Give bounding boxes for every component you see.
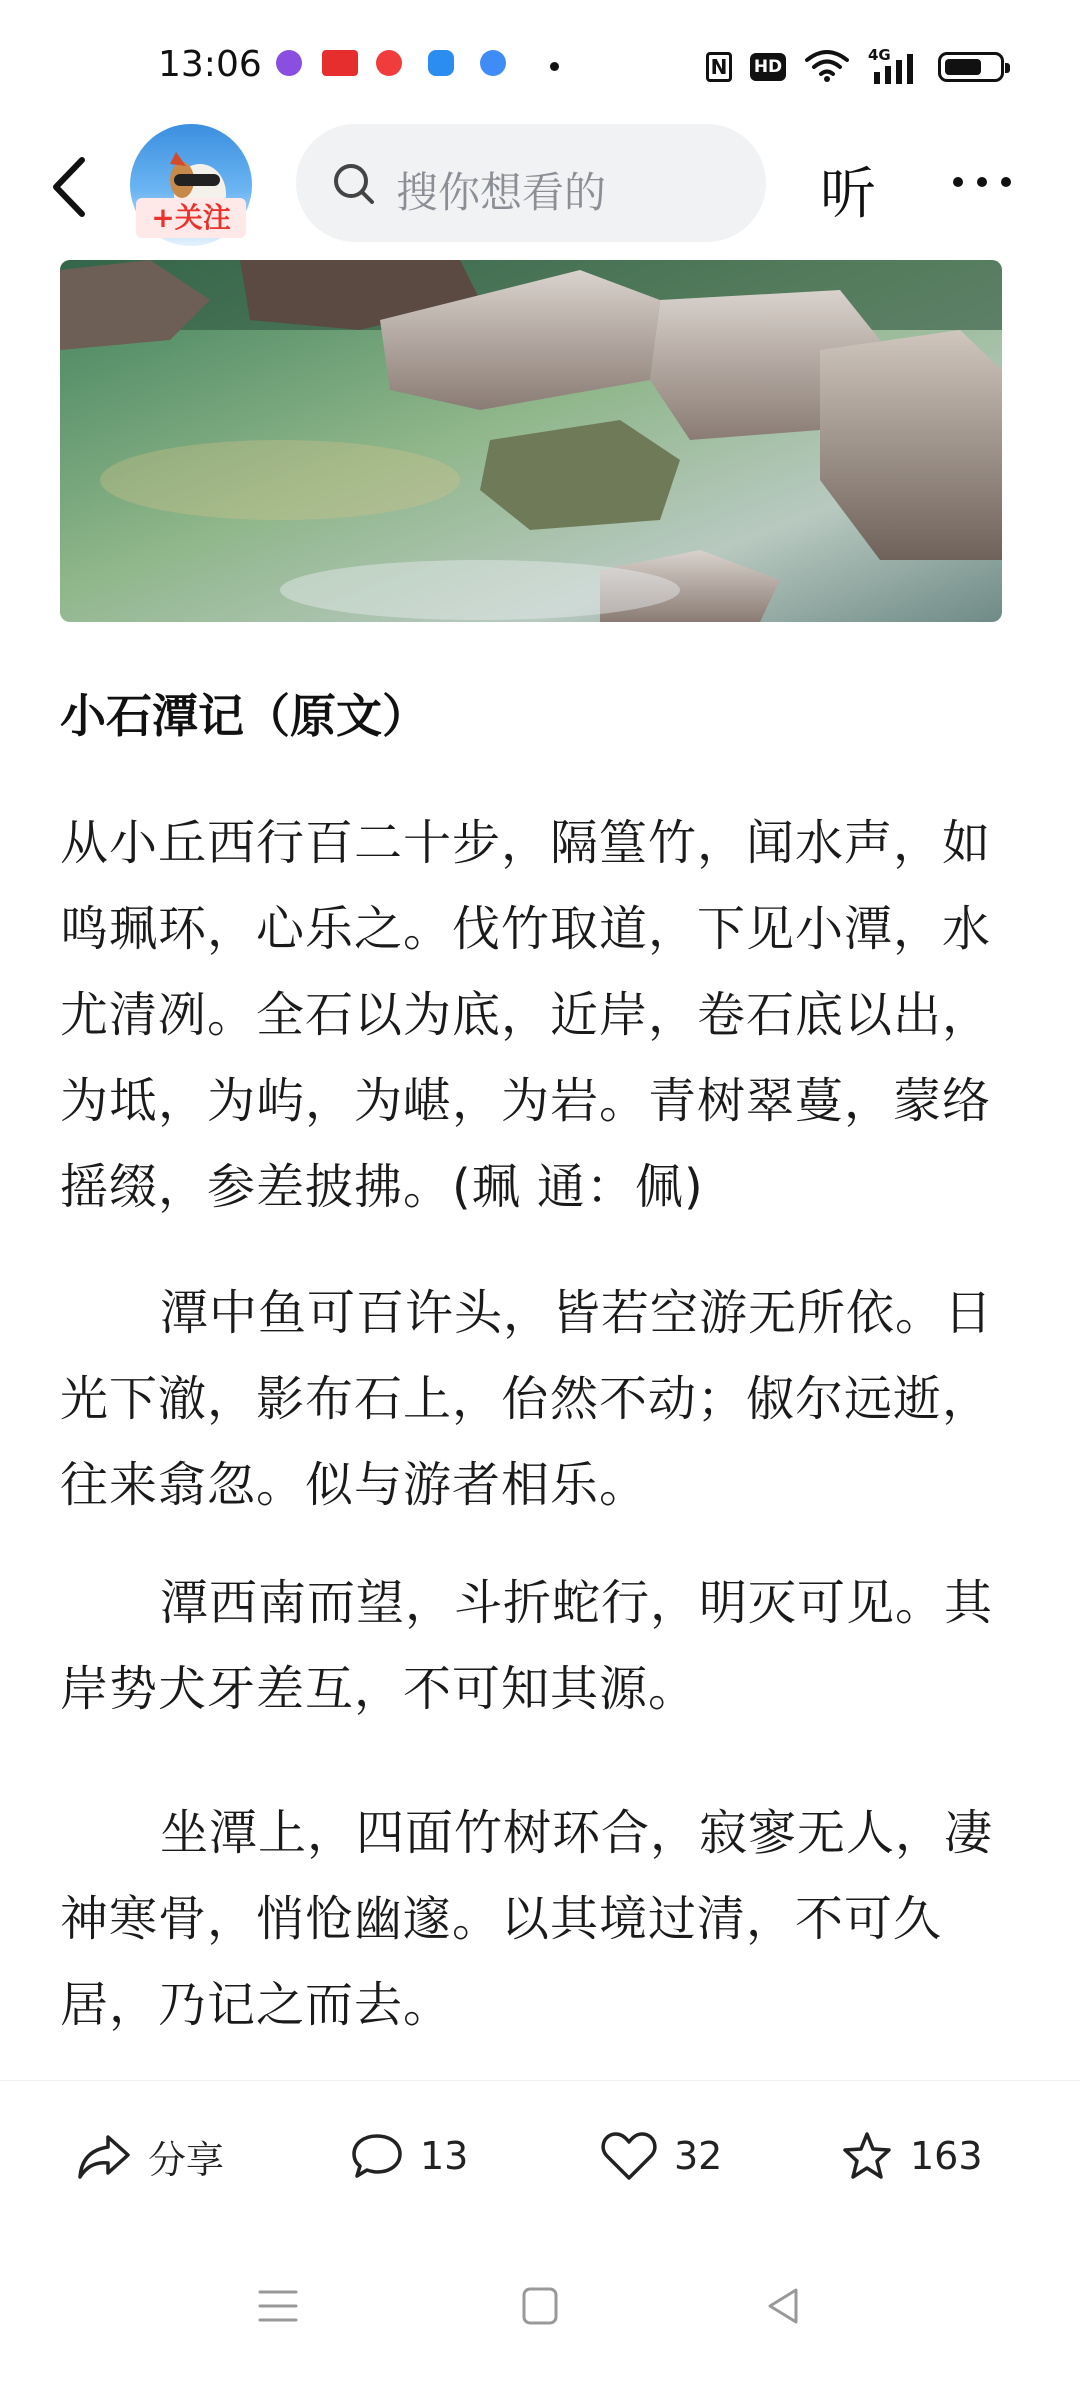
article-paragraph-3: 潭西南而望，斗折蛇行，明灭可见。其岸势犬牙差互，不可知其源。 — [60, 1575, 994, 1717]
chevron-left-icon — [44, 152, 104, 222]
home-square-icon — [518, 2286, 562, 2326]
rocks-in-water-image — [60, 260, 1002, 622]
like-count: 32 — [674, 2134, 723, 2178]
more-dots-icon — [950, 172, 1014, 192]
back-button[interactable] — [44, 152, 104, 222]
article-hero-image[interactable] — [60, 260, 1002, 622]
listen-button[interactable]: 听 — [820, 162, 876, 227]
author-avatar[interactable] — [130, 124, 252, 246]
toutiao-notification-icon — [322, 50, 358, 76]
nav-home-button[interactable] — [518, 2286, 562, 2330]
system-icons — [706, 48, 1004, 86]
q-app-notification-icon — [480, 50, 506, 76]
blue-bird-notification-icon — [428, 50, 454, 76]
search-placeholder: 搜你想看的 — [396, 168, 607, 217]
share-icon — [76, 2131, 132, 2181]
nav-menu-button[interactable] — [256, 2286, 300, 2330]
battery-icon — [938, 52, 1004, 82]
star-icon — [840, 2130, 894, 2182]
article-title: 小石潭记（原文） — [60, 689, 428, 743]
article-paragraph-1: 从小丘西行百二十步，隔篁竹，闻水声，如鸣珮环，心乐之。伐竹取道，下见小潭，水尤清冽。全石以为底，近岸，卷石底以出，为坻，为屿，为嵁，为岩。青树翠蔓，蒙络摇缀，参差披拂。(珮 通：佩) — [60, 815, 992, 1215]
4g-signal-icon — [868, 46, 920, 84]
comment-icon — [350, 2131, 404, 2181]
nfc-icon: N — [706, 52, 732, 82]
article-paragraph-2: 潭中鱼可百许头，皆若空游无所依。日光下澈，影布石上，佁然不动；俶尔远逝，往来翕忽。似与游者相乐。 — [60, 1285, 994, 1513]
system-navigation-bar — [0, 2230, 1080, 2400]
hd-icon: HD — [750, 53, 786, 81]
follow-button[interactable]: +关注 — [136, 198, 246, 238]
favorite-count: 163 — [910, 2134, 983, 2178]
nav-back-button[interactable] — [762, 2286, 806, 2330]
menu-lines-icon — [256, 2286, 300, 2326]
status-time: 13:06 — [158, 44, 262, 85]
more-notifications-dot-icon — [550, 62, 559, 71]
article-action-bar — [0, 2080, 1080, 2231]
wifi-icon — [804, 48, 850, 86]
network-type-label: 4G — [868, 46, 891, 64]
article-paragraph-4: 坐潭上，四面竹树环合，寂寥无人，凄神寒骨，悄怆幽邃。以其境过清，不可久居，乃记之而去。 — [60, 1805, 994, 2033]
search-icon — [332, 162, 376, 206]
favorite-button[interactable] — [840, 2081, 983, 2231]
more-options-button[interactable] — [950, 172, 1014, 192]
share-button[interactable] — [76, 2081, 224, 2231]
purple-app-notification-icon — [276, 50, 302, 76]
red-play-notification-icon — [376, 50, 402, 76]
back-triangle-icon — [762, 2286, 806, 2326]
status-bar — [0, 0, 1080, 130]
like-button[interactable] — [600, 2081, 722, 2231]
app-header — [0, 120, 1080, 260]
heart-icon — [600, 2130, 658, 2182]
search-input[interactable] — [296, 124, 766, 242]
comment-button[interactable] — [350, 2081, 468, 2231]
comment-count: 13 — [420, 2134, 469, 2178]
share-label: 分享 — [148, 2137, 225, 2182]
